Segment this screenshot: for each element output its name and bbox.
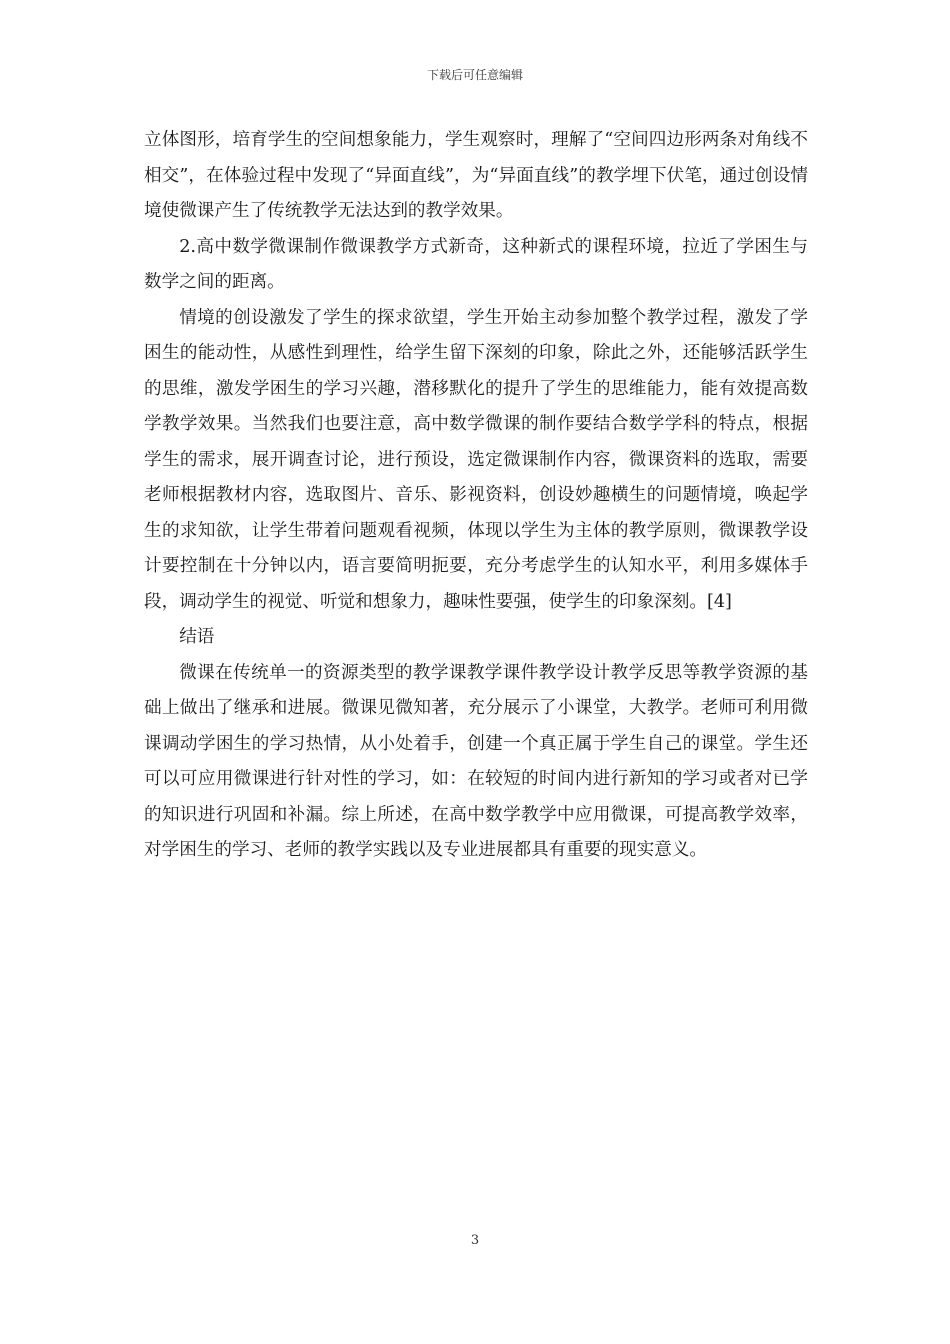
paragraph-section-2: 2.高中数学微课制作微课教学方式新奇，这种新式的课程环境，拉近了学困生与数学之间的距离。: [144, 236, 808, 292]
page-number: 3: [470, 1233, 480, 1248]
document-body: [144, 123, 808, 869]
paragraph-continued: 立体图形，培育学生的空间想象能力，学生观察时，理解了“空间四边形两条对角线不相交”，在体验过程中发现了“异面直线”，为“异面直线”的教学埋下伏笔，通过创设情境使微课产生了传统教学无法达到的教学效果。: [144, 130, 808, 221]
page-header: 下载后可任意编辑: [426, 68, 523, 82]
paragraph-conclusion: 微课在传统单一的资源类型的教学课教学课件教学设计教学反思等教学资源的基础上做出了继承和进展。微课见微知著，充分展示了小课堂，大教学。老师可利用微课调动学困生的学习热情，从小处着手，创建一个真正属于学生自己的课堂。学生还可以可应用微课进行针对性的学习，如：在较短的时间内进行新知的学习或者对已学的知识进行巩固和补漏。综上所述，在高中数学教学中应用微课，可提高教学效率，对学困生的学习、老师的教学实践以及专业进展都具有重要的现实意义。: [144, 662, 808, 860]
paragraph-context: 情境的创设激发了学生的探求欲望，学生开始主动参加整个教学过程，激发了学困生的能动性，从感性到理性，给学生留下深刻的印象，除此之外，还能够活跃学生的思维，激发学困生的学习兴趣，潜移默化的提升了学生的思维能力，能有效提高数学教学效果。当然我们也要注意，高中数学微课的制作要结合数学学科的特点，根据学生的需求，展开调查讨论，进行预设，选定微课制作内容，微课资料的选取，需要老师根据教材内容，选取图片、音乐、影视资料，创设妙趣横生的问题情境，唤起学生的求知欲，让学生带着问题观看视频，体现以学生为主体的教学原则，微课教学设计要控制在十分钟以内，语言要简明扼要，充分考虑学生的认知水平，利用多媒体手段，调动学生的视觉、听觉和想象力，趣味性要强，使学生的印象深刻。[4]: [144, 307, 808, 612]
section-heading-conclusion: 结语: [179, 627, 215, 647]
